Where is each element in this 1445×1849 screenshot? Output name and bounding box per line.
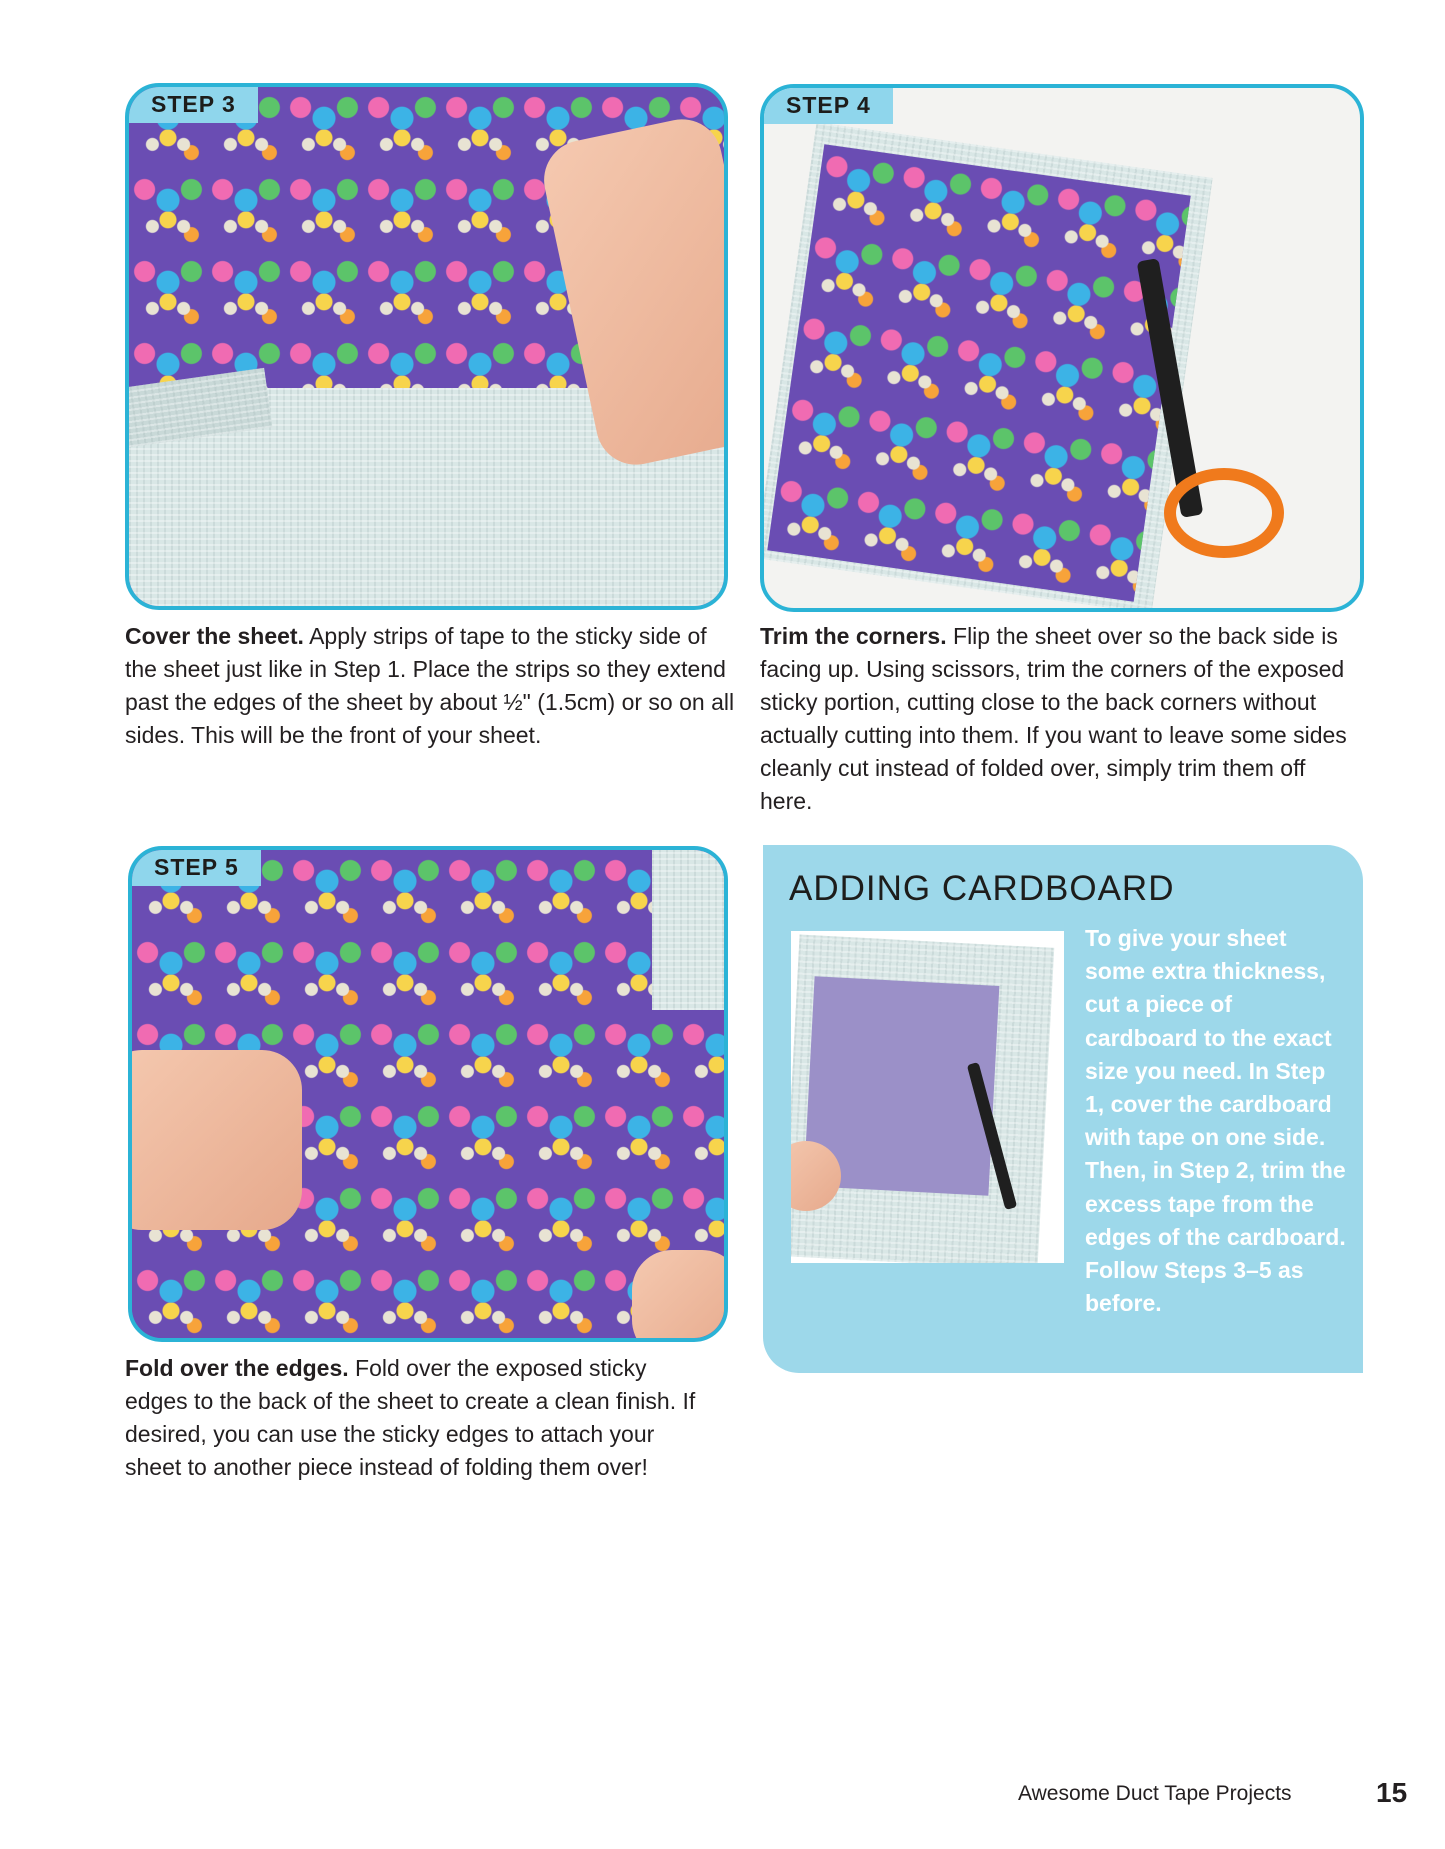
step-5-text: Fold over the exposed sticky edges to the back of the sheet to create a clean finish. If desired, you can use the sticky edges to attach your sheet to another piece instead of folding them over!	[125, 1355, 696, 1480]
step-4-lead: Trim the corners.	[760, 623, 947, 649]
step-4-caption	[760, 620, 1360, 818]
cardboard-photo	[791, 931, 1064, 1263]
step-3-photo	[125, 83, 728, 610]
adding-cardboard-sidebar	[763, 845, 1363, 1373]
step-5-photo	[128, 846, 728, 1342]
step-4-text: Flip the sheet over so the back side is facing up. Using scissors, trim the corners of the exposed sticky portion, cutting close to the back corners without actually cutting into them. If you want to leave some sides cleanly cut instead of folded over, simply trim them off here.	[760, 623, 1347, 814]
step-3-badge: STEP 3	[129, 87, 258, 123]
step-5-badge: STEP 5	[132, 850, 261, 886]
tape-edge	[652, 850, 728, 1010]
step-5-caption	[125, 1352, 715, 1484]
hand-image	[128, 1050, 302, 1230]
step-4-badge: STEP 4	[764, 88, 893, 124]
step-3-lead: Cover the sheet.	[125, 623, 304, 649]
hand-image	[632, 1250, 728, 1342]
step-3-text: Apply strips of tape to the sticky side of the sheet just like in Step 1. Place the strips so they extend past the edges of the sheet by about ½" (1.5cm) or so on all sides. This will be the front of your sheet.	[125, 623, 735, 748]
scissors-handle-icon	[1164, 468, 1284, 558]
step-5-lead: Fold over the edges.	[125, 1355, 349, 1381]
step-4-photo	[760, 84, 1364, 612]
footer-book-title: Awesome Duct Tape Projects	[1018, 1782, 1292, 1805]
page-number: 15	[1376, 1777, 1408, 1808]
owl-tape-pattern	[767, 144, 1190, 602]
sidebar-text: To give your sheet some extra thickness, cut a piece of cardboard to the exact size you need. In Step 1, cover the cardboard with tape on one side. Then, in Step 2, trim the excess tape from the edges of the cardboard. Follow Steps 3–5 as before.	[1085, 925, 1346, 1317]
sidebar-title: ADDING CARDBOARD	[789, 869, 1175, 908]
step-3-caption	[125, 620, 735, 752]
